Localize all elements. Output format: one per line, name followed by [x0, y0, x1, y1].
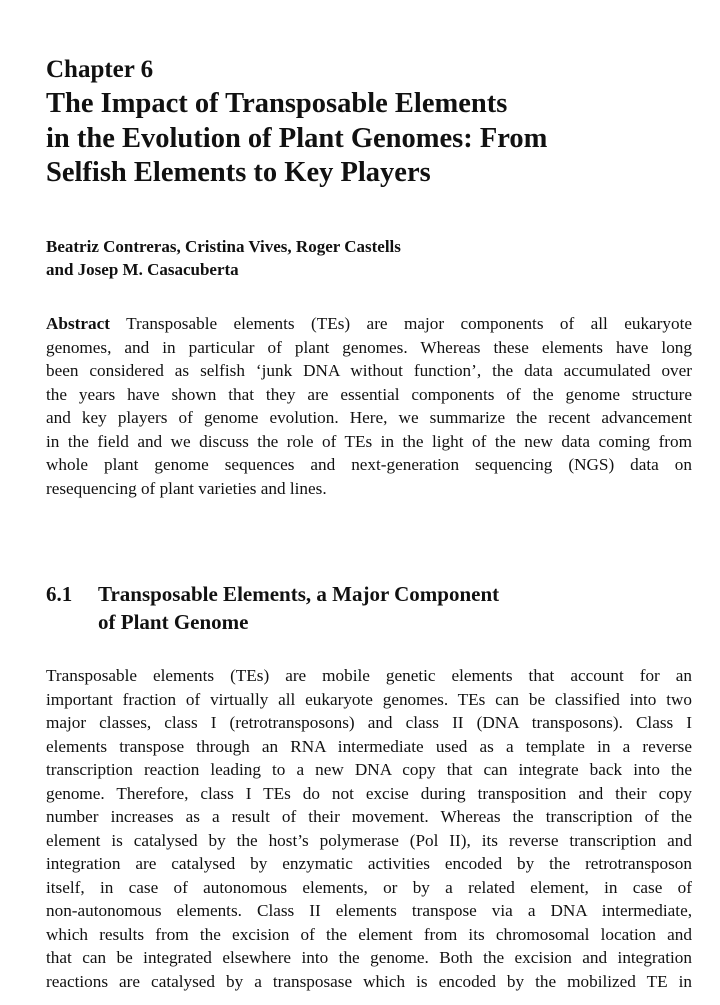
abstract-line: whole plant genome sequences and next-generation sequencing (NGS) data on: [46, 455, 692, 474]
author-line: Beatriz Contreras, Cristina Vives, Roger Castells: [46, 237, 401, 256]
body-line: genome. Therefore, class I TEs do not excise during transposition and their copy: [46, 783, 692, 803]
body-line: important fraction of virtually all eukaryote genomes. TEs can be classified into two: [46, 689, 692, 709]
section-heading: [46, 580, 499, 636]
abstract-line: been considered as selfish ‘junk DNA without function’, the data accumulated over: [46, 361, 692, 380]
abstract-label: Abstract: [46, 314, 110, 333]
chapter-title: [46, 87, 547, 191]
author-line: and Josep M. Casacuberta: [46, 260, 239, 279]
abstract-line: the years have shown that they are essential components of the genome structure: [46, 384, 692, 404]
abstract-line: [46, 312, 692, 336]
body-line: elements transpose through an RNA intermediate used as a template in a reverse: [46, 736, 692, 756]
chapter-title-line: Selfish Elements to Key Players: [46, 157, 431, 188]
abstract-text: Transposable elements (TEs) are major components of all eukaryote: [126, 314, 692, 333]
body-line: which results from the excision of the element from its chromosomal location and: [46, 924, 692, 944]
abstract-line: genomes, and in particular of plant genomes. Whereas these elements have long: [46, 337, 692, 357]
body-paragraph: [46, 664, 692, 993]
section-number: 6.1: [46, 582, 73, 606]
body-line: integration are catalysed by enzymatic activities encoded by the retrotransposon: [46, 854, 692, 873]
body-line: transcription reaction leading to a new DNA copy that can integrate back into the: [46, 760, 692, 779]
abstract-line: and key players of genome evolution. Here, we summarize the recent advancement: [46, 408, 692, 427]
body-line: reactions are catalysed by a transposase which is encoded by the mobilized TE in: [46, 971, 692, 991]
body-line: major classes, class I (retrotransposons) and class II (DNA transposons). Class I: [46, 713, 692, 732]
section-title-line: Transposable Elements, a Major Component: [98, 582, 500, 606]
body-line: that can be integrated elsewhere into the genome. Both the excision and integration: [46, 948, 692, 967]
abstract-line: resequencing of plant varieties and lines.: [46, 478, 327, 498]
chapter-title-line: in the Evolution of Plant Genomes: From: [46, 122, 548, 154]
abstract: [46, 312, 692, 500]
body-line: itself, in case of autonomous elements, or by a related element, in case of: [46, 877, 692, 897]
chapter-label: Chapter 6: [46, 56, 154, 83]
chapter-title-line: The Impact of Transposable Elements: [46, 88, 508, 119]
abstract-line: in the field and we discuss the role of TEs in the light of the new data coming from: [46, 431, 692, 451]
section-title-line: of Plant Genome: [98, 610, 249, 634]
body-line: element is catalysed by the host’s polymerase (Pol II), its reverse transcription and: [46, 830, 692, 850]
body-line: number increases as a result of their movement. Whereas the transcription of the: [46, 807, 692, 826]
body-line: non-autonomous elements. Class II elements transpose via a DNA intermediate,: [46, 901, 692, 920]
author-list: [46, 235, 401, 281]
body-line: Transposable elements (TEs) are mobile genetic elements that account for an: [46, 666, 692, 685]
